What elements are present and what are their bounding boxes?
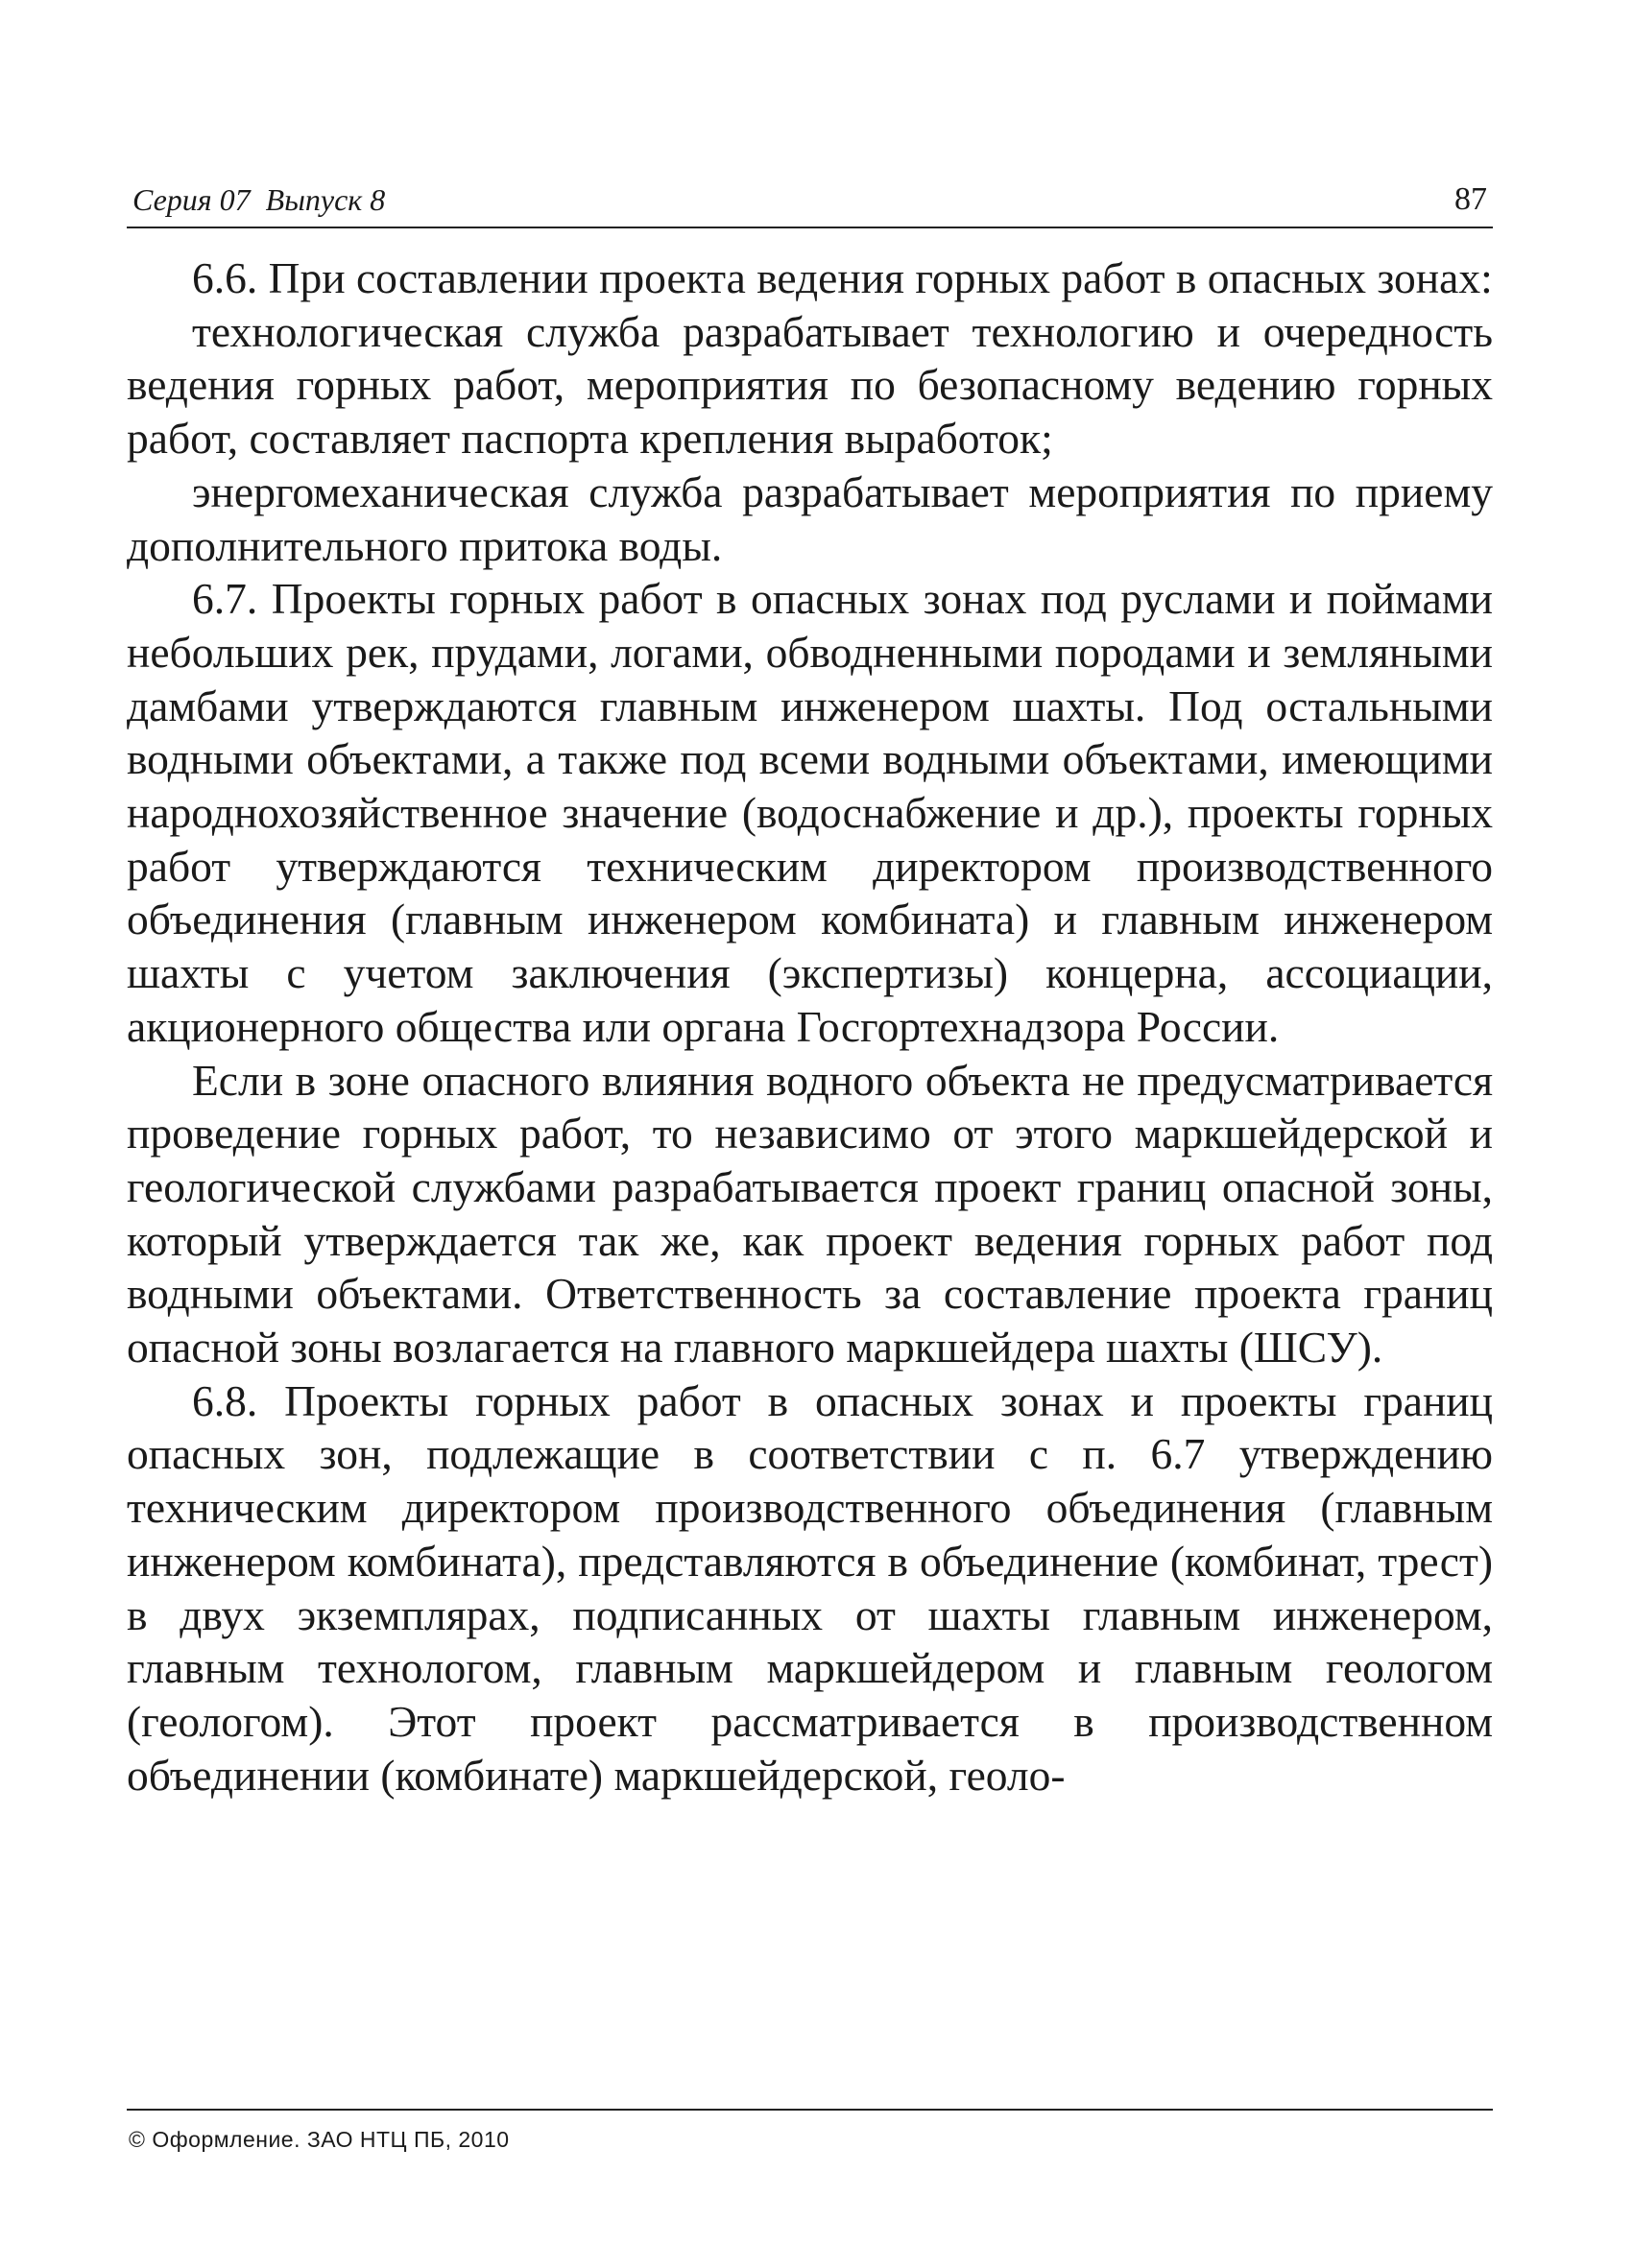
paragraph-danger-zone-boundaries: Если в зоне опасного влияния водного объекта не предусматривается проведение горных работ, то независимо от этого маркшейдерской и геологической службами разрабатывается проект границ опасной зоны, который утверждается так же, как проект ведения горных работ под водными объектами. Ответственность за составление проекта границ опасной зоны возлагается на главного маркшейдера шахты (ШСУ). xyxy=(127,1055,1493,1373)
series-issue-label: Серия 07 Выпуск 8 xyxy=(132,182,386,217)
copyright-footer: © Оформление. ЗАО НТЦ ПБ, 2010 xyxy=(129,2127,510,2152)
header-divider xyxy=(127,227,1493,228)
paragraph-technology-service: технологическая служба разрабатывает технологию и очередность ведения горных работ, мероприятия по безопасному ведению горных работ, составляет паспорта крепления выработок; xyxy=(127,306,1493,464)
paragraph-6-6: 6.6. При составлении проекта ведения горных работ в опасных зонах: xyxy=(192,253,1493,302)
page-number: 87 xyxy=(1454,181,1487,217)
footer-divider xyxy=(127,2109,1493,2111)
paragraph-6-7: 6.7. Проекты горных работ в опасных зонах под руслами и поймами небольших рек, прудами, логами, обводненными породами и земляными дамбами утверждаются главным инженером шахты. Под остальными водными объектами, а также под всеми водными объектами, имеющими народнохозяйственное значение (водоснабжение и др.), проекты горных работ утверждаются техническим директором производственного объединения (главным инженером комбината) и главным инженером шахты с учетом заключения (экспертизы) концерна, ассоциации, акционерного общества или органа Госгортехнадзора России. xyxy=(127,574,1493,1051)
paragraph-6-8: 6.8. Проекты горных работ в опасных зонах и проекты границ опасных зон, подлежащие в соответствии с п. 6.7 утверждению техническим директором производственного объединения (главным инженером комбината), представляются в объединение (комбинат, трест) в двух экземплярах, подписанных от шахты главным инженером, главным технологом, главным маркшейдером и главным геологом (геологом). Этот проект рассматривается в производственном объединении (комбинате) маркшейдерской, геоло- xyxy=(127,1375,1493,1800)
document-page xyxy=(127,0,1493,2268)
paragraph-energy-service: энергомеханическая служба разрабатывает мероприятия по приему дополнительного притока воды. xyxy=(127,466,1493,570)
document-body xyxy=(127,251,1493,1802)
running-header xyxy=(127,180,1493,221)
